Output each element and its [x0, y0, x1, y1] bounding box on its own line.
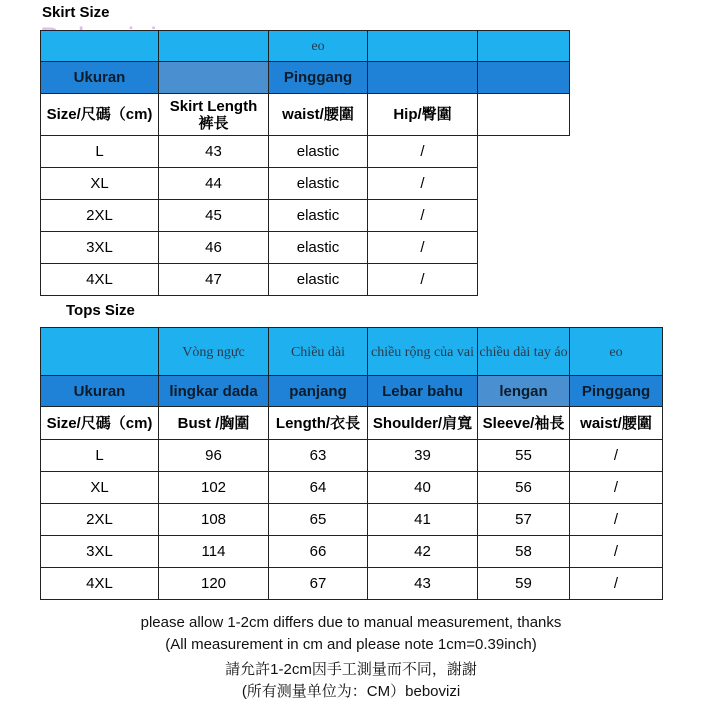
- cell: /: [570, 504, 663, 536]
- cell: 67: [269, 568, 368, 600]
- cell: 2XL: [41, 200, 159, 232]
- cell: 2XL: [41, 504, 159, 536]
- column-header: Hip/臀圍: [368, 94, 478, 136]
- cell-text: chiều rộng của vai: [370, 344, 474, 360]
- cell-text: Vòng ngực: [182, 344, 245, 360]
- cell: 3XL: [41, 232, 159, 264]
- cell: /: [368, 232, 478, 264]
- cell: 41: [368, 504, 478, 536]
- table-row: [41, 200, 570, 232]
- cell: elastic: [269, 232, 368, 264]
- cell: 58: [478, 536, 570, 568]
- cell-text: chiều dài tay áo: [479, 344, 568, 360]
- cell: [159, 62, 269, 94]
- cell: 44: [159, 168, 269, 200]
- column-header: [478, 94, 570, 136]
- table-row: [41, 504, 663, 536]
- column-header: Skirt Length 裤長: [159, 94, 269, 136]
- cell: 4XL: [41, 568, 159, 600]
- cell: 39: [368, 440, 478, 472]
- column-header: waist/腰圍: [269, 94, 368, 136]
- cell: 4XL: [41, 264, 159, 296]
- cell: 102: [159, 472, 269, 504]
- cell: 47: [159, 264, 269, 296]
- cell: [368, 31, 478, 62]
- skirt-size-title: Skirt Size: [42, 4, 110, 21]
- skirt-size-table: [40, 30, 570, 296]
- cell: /: [368, 200, 478, 232]
- cell-text: Chiều dài: [290, 344, 346, 360]
- cell: 108: [159, 504, 269, 536]
- note-line: (所有测量单位为：CM）bebovizi: [241, 683, 461, 700]
- cell: [269, 328, 368, 376]
- table-row: [41, 472, 663, 504]
- cell: 40: [368, 472, 478, 504]
- cell: lengan: [478, 376, 570, 407]
- column-header: Bust /胸圍: [159, 407, 269, 440]
- cell: 114: [159, 536, 269, 568]
- cell: 66: [269, 536, 368, 568]
- tops-indo-row: [41, 376, 663, 407]
- cell: L: [41, 136, 159, 168]
- cell: panjang: [269, 376, 368, 407]
- cell: 64: [269, 472, 368, 504]
- cell: Pinggang: [269, 62, 368, 94]
- table-row: [41, 568, 663, 600]
- cell-text: eo: [311, 39, 325, 54]
- cell: 55: [478, 440, 570, 472]
- cell: Lebar bahu: [368, 376, 478, 407]
- cell: /: [570, 568, 663, 600]
- column-header: Size/尺碼（cm): [41, 407, 159, 440]
- tops-header-row: [41, 407, 663, 440]
- column-header: Length/衣長: [269, 407, 368, 440]
- cell: 120: [159, 568, 269, 600]
- note-line: 請允許1-2cm因手工測量而不同，謝謝: [225, 661, 477, 678]
- cell: [478, 136, 570, 168]
- cell: [478, 62, 570, 94]
- cell: 42: [368, 536, 478, 568]
- cell: lingkar dada: [159, 376, 269, 407]
- cell: 56: [478, 472, 570, 504]
- skirt-header-row: [41, 94, 570, 136]
- cell: [478, 168, 570, 200]
- cell: [159, 31, 269, 62]
- cell: 43: [368, 568, 478, 600]
- cell: [478, 232, 570, 264]
- table-row: [41, 536, 663, 568]
- cell: XL: [41, 168, 159, 200]
- cell: /: [368, 168, 478, 200]
- cell: [41, 328, 159, 376]
- table-row: [41, 136, 570, 168]
- cell: [368, 62, 478, 94]
- cell-text: eo: [609, 344, 623, 360]
- cell: 96: [159, 440, 269, 472]
- cell: /: [570, 472, 663, 504]
- cell: 63: [269, 440, 368, 472]
- skirt-viet-row: [41, 31, 570, 62]
- cell: /: [368, 264, 478, 296]
- cell: elastic: [269, 200, 368, 232]
- cell: /: [570, 440, 663, 472]
- cell: [478, 200, 570, 232]
- cell: Ukuran: [41, 62, 159, 94]
- cell: 43: [159, 136, 269, 168]
- cell: elastic: [269, 264, 368, 296]
- column-header: Shoulder/肩寬: [368, 407, 478, 440]
- table-row: [41, 264, 570, 296]
- cell: 59: [478, 568, 570, 600]
- cell: 3XL: [41, 536, 159, 568]
- cell: /: [570, 536, 663, 568]
- cell: L: [41, 440, 159, 472]
- tops-size-title: Tops Size: [66, 302, 135, 319]
- cell: XL: [41, 472, 159, 504]
- cell: /: [368, 136, 478, 168]
- cell: [570, 328, 663, 376]
- cell: Ukuran: [41, 376, 159, 407]
- column-header: waist/腰圍: [570, 407, 663, 440]
- table-row: [41, 168, 570, 200]
- cell: elastic: [269, 168, 368, 200]
- cell: [269, 31, 368, 62]
- cell: [41, 31, 159, 62]
- tops-viet-row: [41, 328, 663, 376]
- cell: elastic: [269, 136, 368, 168]
- table-row: [41, 440, 663, 472]
- column-header: Size/尺碼（cm): [41, 94, 159, 136]
- cell: [478, 31, 570, 62]
- skirt-indo-row: [41, 62, 570, 94]
- cell: 45: [159, 200, 269, 232]
- cell: 57: [478, 504, 570, 536]
- cell: [478, 264, 570, 296]
- tops-size-table: [40, 327, 663, 600]
- cell: [159, 328, 269, 376]
- cell: Pinggang: [570, 376, 663, 407]
- note-line: (All measurement in cm and please note 1cm=0.39inch): [165, 636, 537, 653]
- column-header: Sleeve/袖長: [478, 407, 570, 440]
- cell: 65: [269, 504, 368, 536]
- note-line: please allow 1-2cm differs due to manual measurement, thanks: [140, 614, 562, 631]
- cell: [368, 328, 478, 376]
- cell: [478, 328, 570, 376]
- table-row: [41, 232, 570, 264]
- cell: 46: [159, 232, 269, 264]
